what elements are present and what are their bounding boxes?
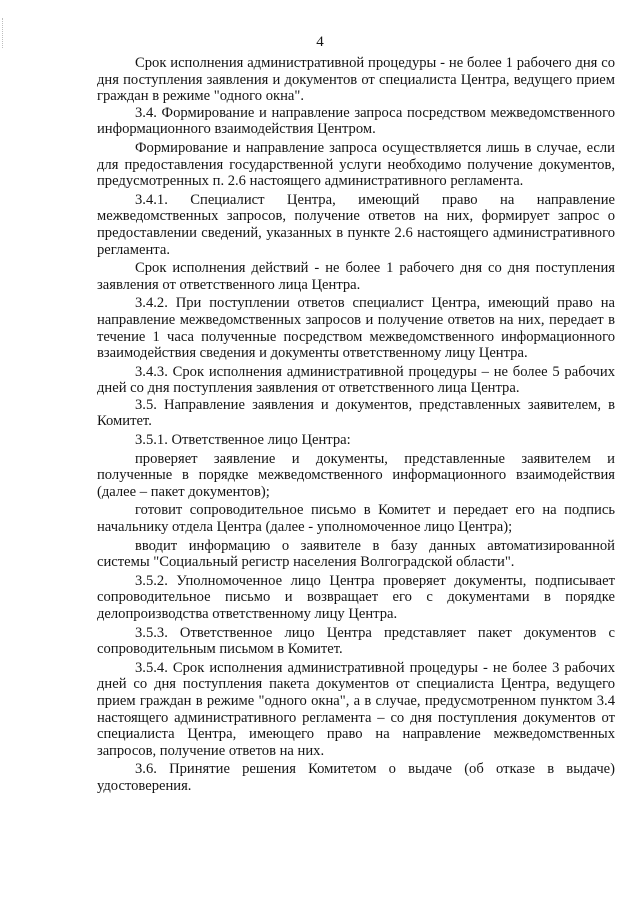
paragraph-3-4-3: 3.4.3. Срок исполнения административной процедуры – не более 5 рабочих дней со дня поступления заявления от ответственного лица Центра. [97, 363, 615, 397]
paragraph-3-4: 3.4. Формирование и направление запроса посредством межведомственного информационного взаимодействия Центром. [97, 104, 615, 138]
paragraph-3-4-1: 3.4.1. Специалист Центра, имеющий право на направление межведомственных запросов, получение ответов на них, формирует запрос о предоставлении сведений, указанных в пункте 2.6 настоящего административного регламента. [97, 191, 615, 258]
paragraph-checks-documents: проверяет заявление и документы, представленные заявителем и полученные в порядке межведомственного информационного взаимодействия (далее – пакет документов); [97, 450, 615, 500]
paragraph-prepares-letter: готовит сопроводительное письмо в Комитет и передает его на подпись начальнику отдела Центра (далее - уполномоченное лицо Центра); [97, 502, 615, 536]
paragraph-3-5-2: 3.5.2. Уполномоченное лицо Центра проверяет документы, подписывает сопроводительное письмо и возвращает его с документами в порядке делопроизводства ответственному лицу Центра. [97, 572, 615, 622]
paragraph-3-5-1: 3.5.1. Ответственное лицо Центра: [135, 432, 351, 449]
paragraph-enters-information: вводит информацию о заявителе в базу данных автоматизированной системы "Социальный регистр населения Волгоградской области". [97, 537, 615, 571]
paragraph-request-formation: Формирование и направление запроса осуществляется лишь в случае, если для предоставления государственной услуги необходимо получение документов, предусмотренных п. 2.6 настоящего административного регламента. [97, 139, 615, 190]
paragraph-deadline-2: Срок исполнения действий - не более 1 рабочего дня со дня поступления заявления от ответственного лица Центра. [97, 260, 615, 293]
paragraph-3-5-3: 3.5.3. Ответственное лицо Центра представляет пакет документов с сопроводительным письмом в Комитет. [97, 624, 615, 658]
paragraph-3-4-2: 3.4.2. При поступлении ответов специалист Центра, имеющий право на направление межведомственных запросов и получение ответов на них, передает в течение 1 часа полученные посредством межведомственного информационного взаимодействия сведения и документы ответственному лицу Центра. [97, 295, 615, 362]
paragraph-3-6: 3.6. Принятие решения Комитетом о выдаче (об отказе в выдаче) удостоверения. [97, 761, 615, 794]
page-number: 4 [316, 34, 324, 50]
paragraph-deadline-1: Срок исполнения административной процедуры - не более 1 рабочего дня со дня поступления заявления и документов от специалиста Центра, ведущего прием граждан в режиме "одного окна". [97, 55, 615, 105]
paragraph-3-5-4: 3.5.4. Срок исполнения административной процедуры - не более 3 рабочих дней со дня поступления пакета документов от специалиста Центра, ведущего прием граждан в режиме "одного окна", а в случае, предусмотренном пунктом 3.4 настоящего административного регламента – со дня поступления документов от специалиста Центра, имеющего право на направление межведомственных запросов, получение ответов на них. [97, 659, 615, 759]
paragraph-3-5: 3.5. Направление заявления и документов, представленных заявителем, в Комитет. [97, 396, 615, 430]
document-body [97, 55, 615, 795]
